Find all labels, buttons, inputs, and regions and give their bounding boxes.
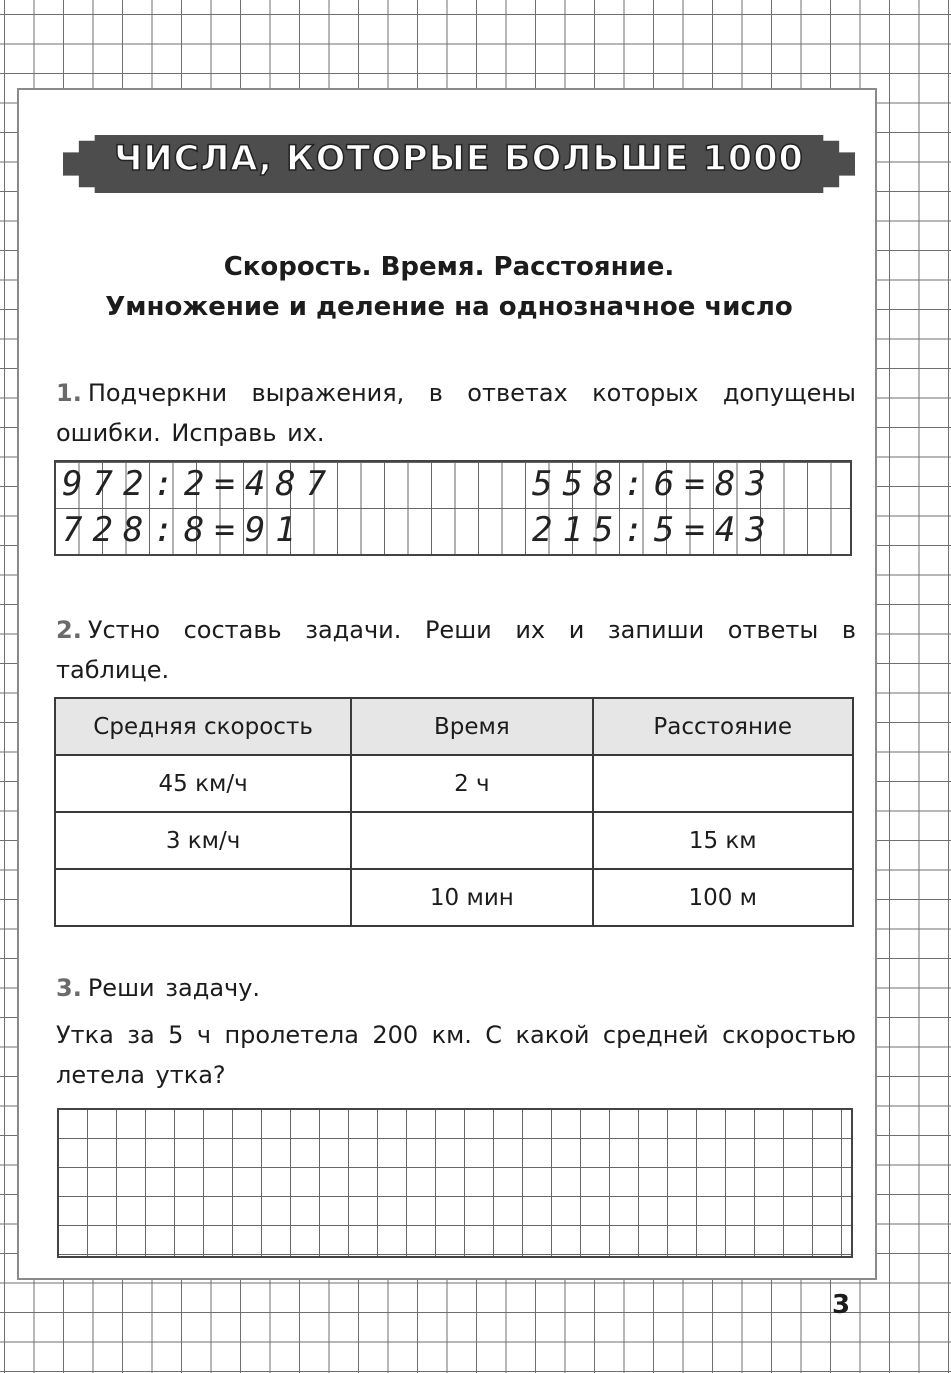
- workbook-page: [17, 88, 877, 1280]
- expression[interactable]: 215:5=43: [532, 510, 776, 550]
- page-number: 3: [832, 1290, 851, 1320]
- cell-time[interactable]: [351, 812, 592, 869]
- cell-distance: 100 м: [593, 869, 854, 926]
- table-row: [55, 869, 853, 926]
- answer-grid[interactable]: [57, 1108, 853, 1258]
- task-1-text: Подчеркни выражения, в ответах которых допущены ошибки. Исправь их.: [56, 379, 856, 447]
- header-distance: Расстояние: [593, 698, 854, 755]
- expression[interactable]: 558:6=83: [532, 464, 776, 504]
- table-row: [55, 755, 853, 812]
- cell-speed: 3 км/ч: [55, 812, 351, 869]
- expression[interactable]: 972:2=487: [62, 464, 337, 504]
- task-2-number: 2.: [56, 616, 82, 644]
- cell-distance: 15 км: [593, 812, 854, 869]
- cell-time: 10 мин: [351, 869, 592, 926]
- task-3-heading: [56, 968, 856, 1008]
- task-3-number: 3.: [56, 974, 82, 1002]
- cell-speed: 45 км/ч: [55, 755, 351, 812]
- task-3-heading-text: Реши задачу.: [87, 974, 261, 1002]
- task-1-number: 1.: [56, 379, 82, 407]
- expression[interactable]: 728:8=91: [62, 510, 306, 550]
- chapter-title: ЧИСЛА, КОТОРЫЕ БОЛЬШЕ 1000: [114, 139, 804, 179]
- table-row: [55, 812, 853, 869]
- lesson-title-line2: Умножение и деление на однозначное число: [105, 292, 793, 322]
- cell-speed[interactable]: [55, 869, 351, 926]
- speed-time-distance-table: [54, 697, 854, 927]
- table-header-row: [55, 698, 853, 755]
- header-speed: Средняя скорость: [55, 698, 351, 755]
- cell-distance[interactable]: [593, 755, 854, 812]
- task-1: [56, 373, 856, 453]
- expressions-grid: [54, 460, 852, 556]
- chapter-banner: [63, 127, 855, 211]
- task-2-text: Устно составь задачи. Реши их и запиши ответы в таблице.: [56, 616, 856, 684]
- task-2: [56, 610, 856, 690]
- header-time: Время: [351, 698, 592, 755]
- cell-time: 2 ч: [351, 755, 592, 812]
- task-3-text: Утка за 5 ч пролетела 200 км. С какой средней скоростью летела утка?: [56, 1021, 856, 1089]
- lesson-title-line1: Скорость. Время. Расстояние.: [223, 252, 675, 282]
